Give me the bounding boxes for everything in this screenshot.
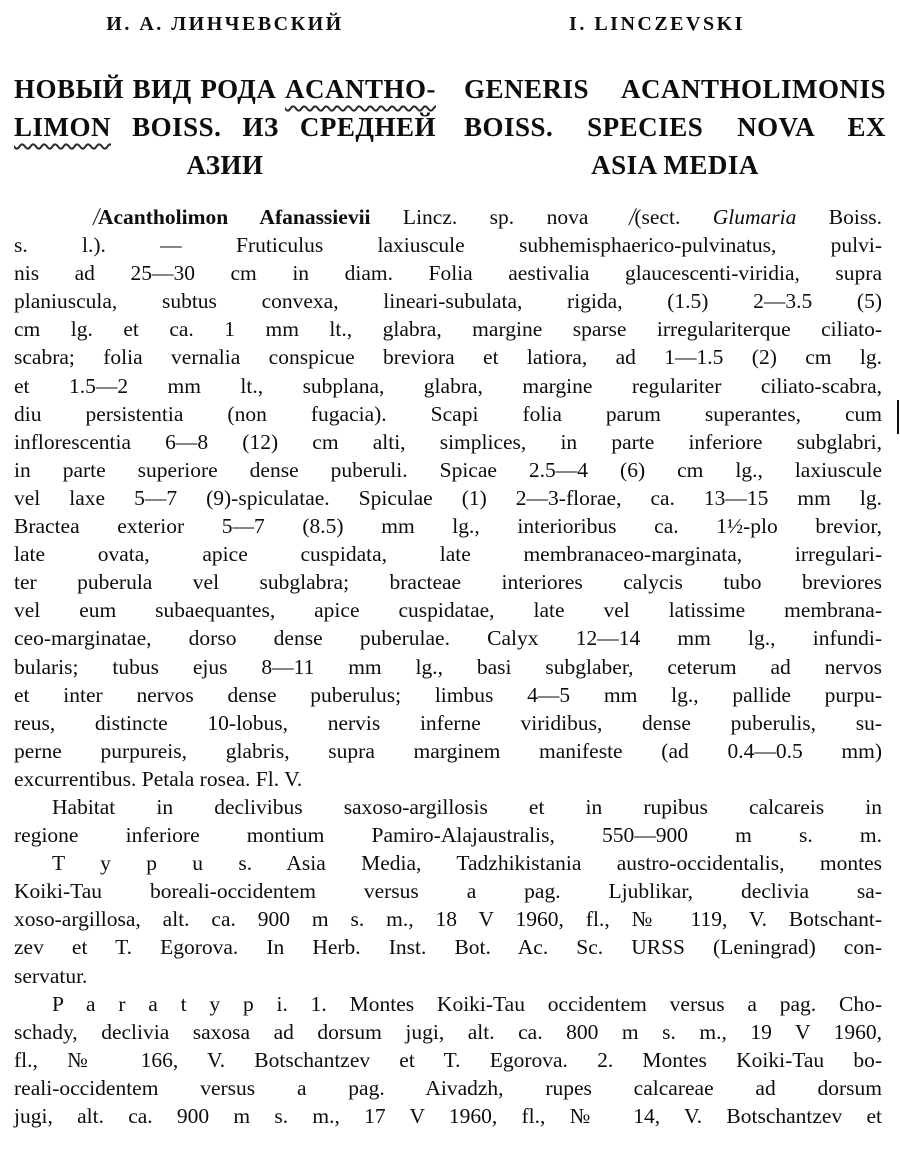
title-line: АЗИИ	[186, 150, 264, 180]
text-line-diagnosis: /Acantholimon Afanassievii Lincz. sp. nova /(sect. Glumaria Boiss.	[14, 203, 882, 231]
text-line-diagnosis: perne purpureis, glabris, supra marginem manifeste (ad 0.4—0.5 mm)	[14, 738, 882, 763]
title-latin	[450, 70, 900, 184]
text-line-diagnosis: scabra; folia vernalia conspicue breviora et latiora, ad 1—1.5 (2) cm lg.	[14, 345, 882, 370]
underlined-title-word: LIMON	[14, 112, 111, 142]
author-name-latin: I. LINCZEVSKI	[569, 13, 745, 35]
text-line-diagnosis: Bractea exterior 5—7 (8.5) mm lg., interioribus ca. 1½-plo brevior,	[14, 514, 882, 539]
title-line: НОВЫЙ ВИД РОДА ACANTHO-	[14, 74, 436, 104]
text-line-diagnosis: vel laxe 5—7 (9)-spiculatae. Spiculae (1) 2—3-florae, ca. 13—15 mm lg.	[14, 485, 882, 510]
text-line-typus: Koiki-Tau boreali-occidentem versus a pag. Ljublikar, declivia sa-	[14, 879, 882, 904]
author-name-russian: И. А. ЛИНЧЕВСКИЙ	[106, 13, 344, 35]
text-line-typus: T y p u s. Asia Media, Tadzhikistania austro-occidentalis, montes	[52, 851, 882, 876]
text-line-diagnosis: nis ad 25—30 cm in diam. Folia aestivalia glaucescenti-viridia, supra	[14, 261, 882, 286]
text-line-diagnosis: reus, distincte 10-lobus, nervis inferne viridibus, dense puberulis, su-	[14, 710, 882, 735]
text-line-paratypi: P a r a t y p i. 1. Montes Koiki-Tau occidentem versus a pag. Cho-	[52, 991, 882, 1016]
text-line-diagnosis: et 1.5—2 mm lt., subplana, glabra, margine regulariter ciliato-scabra,	[14, 373, 882, 398]
scan-edge-artifact	[897, 400, 899, 434]
species-name-bold: Acantholimon Afanassievii	[97, 205, 371, 229]
text-line-diagnosis: vel eum subaequantes, apice cuspidatae, late vel latissime membrana-	[14, 598, 882, 623]
text-line-diagnosis: ceo-marginatae, dorso dense puberulae. Calyx 12—14 mm lg., infundi-	[14, 626, 882, 651]
text-line-diagnosis: inflorescentia 6—8 (12) cm alti, simplices, in parte inferiore subglabri,	[14, 429, 882, 454]
text-line-diagnosis: s. l.). — Fruticulus laxiuscule subhemisphaerico-pulvinatus, pulvi-	[14, 233, 882, 258]
editorial-slash-mark: /	[627, 201, 639, 232]
text-line-diagnosis: late ovata, apice cuspidata, late membranaceo-marginata, irregulari-	[14, 542, 882, 567]
text-line-habitat: regione inferiore montium Pamiro-Alajaustralis, 550—900 m s. m.	[14, 823, 882, 848]
title-line: BOISS. SPECIES NOVA EX	[464, 112, 886, 142]
text-line-diagnosis: ter puberula vel subglabra; bracteae interiores calycis tubo breviores	[14, 570, 882, 595]
text-line-paratypi: schady, declivia saxosa ad dorsum jugi, alt. ca. 800 m s. m., 19 V 1960,	[14, 1019, 882, 1044]
text-line-diagnosis: planiuscula, subtus convexa, lineari-subulata, rigida, (1.5) 2—3.5 (5)	[14, 289, 882, 314]
text-line-paratypi: fl., № 166, V. Botschantzev et T. Egorova. 2. Montes Koiki-Tau bo-	[14, 1047, 882, 1072]
text-line-diagnosis: bularis; tubus ejus 8—11 mm lg., basi subglaber, ceterum ad nervos	[14, 654, 882, 679]
text-line-diagnosis: excurrentibus. Petala rosea. Fl. V.	[14, 766, 303, 791]
text-line-paratypi: jugi, alt. ca. 900 m s. m., 17 V 1960, fl., № 14, V. Botschantzev et	[14, 1104, 882, 1128]
text-line-diagnosis: diu persistentia (non fugacia). Scapi folia parum superantes, cum	[14, 401, 882, 426]
title-line: LIMON BOISS. ИЗ СРЕДНЕЙ	[14, 112, 436, 142]
text-line-diagnosis: cm lg. et ca. 1 mm lt., glabra, margine sparse irregulariterque ciliato-	[14, 317, 882, 342]
text-line-paratypi: reali-occidentem versus a pag. Aivadzh, rupes calcareae ad dorsum	[14, 1075, 882, 1100]
text-line-typus: xoso-argillosa, alt. ca. 900 m s. m., 18 V 1960, fl., № 119, V. Botschant-	[14, 907, 882, 932]
section-name-italic: Glumaria	[712, 205, 797, 229]
editorial-slash-mark: /	[91, 201, 102, 232]
title-russian	[0, 70, 450, 184]
title-line: ASIA MEDIA	[591, 150, 759, 180]
text-line-typus: servatur.	[14, 963, 88, 988]
authors-row	[0, 13, 900, 36]
title-line: GENERIS ACANTHOLIMONIS	[464, 74, 886, 104]
body-text	[14, 203, 882, 1130]
text-line-habitat: Habitat in declivibus saxoso-argillosis et in rupibus calcareis in	[52, 794, 882, 819]
text-line-typus: zev et T. Egorova. In Herb. Inst. Bot. Ac. Sc. URSS (Leningrad) con-	[14, 935, 882, 960]
title-row	[0, 70, 900, 184]
text-line-diagnosis: in parte superiore dense puberuli. Spicae 2.5—4 (6) cm lg., laxiuscule	[14, 457, 882, 482]
text-line-diagnosis: et inter nervos dense puberulus; limbus 4—5 mm lg., pallide purpu-	[14, 682, 882, 707]
underlined-title-word: ACANTHO-	[285, 74, 436, 104]
